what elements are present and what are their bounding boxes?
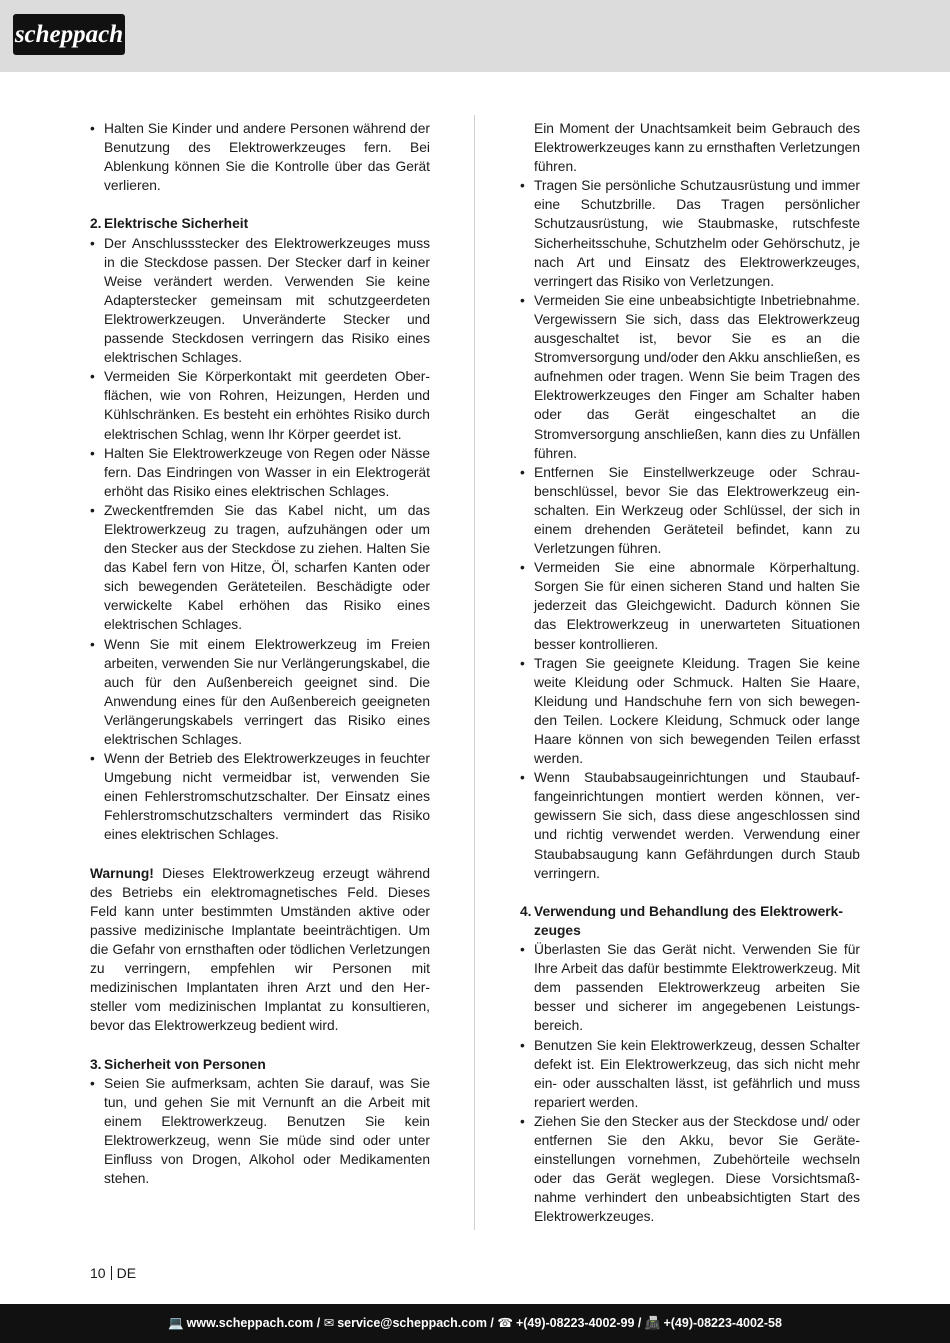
page-number: 10 <box>90 1265 106 1281</box>
bullet-item: • Vermeiden Sie eine abnormale Körperhaltung. Sorgen Sie für einen sicheren Stand und halten Sie jederzeit das Gleichgewicht. Dadurch können Sie das Elektrowerkzeug in unerwarteten Situationen besser kontrollieren. <box>520 558 860 653</box>
section-number: 4. <box>520 903 532 919</box>
separator: / <box>313 1316 324 1330</box>
fax-icon: 📠 <box>644 1316 661 1330</box>
phone-number[interactable]: +(49)-08223-4002-99 <box>515 1316 635 1330</box>
right-column <box>520 119 860 1226</box>
contact-bar <box>0 1304 950 1343</box>
bullet-item: • Überlasten Sie das Gerät nicht. Verwenden Sie für Ihre Arbeit das dafür bestimmte Elektrowerkzeug. Mit dem passenden Elektrowerkzeug arbeiten Sie besser und sicherer im angegebenen Leistungsbereich. <box>520 940 860 1035</box>
section-heading-personal-safety <box>90 1055 430 1074</box>
warning-text: Dieses Elektrowerkzeug erzeugt während des Betriebs ein elektromagnetisches Feld. Dieses Feld kann unter bestimmten Umständen aktive oder passive medizinische Implantate beeinträchtigen. Um die Gefahr von ernsthaften oder tödlichen Verletzungen zu verringern, empfehlen wir Personen mit medizinischen Implantaten ihren Arzt und den Hersteller vom medizinischen Implantat zu konsultieren, bevor das Elektrowerkzeug bedient wird. <box>90 865 430 1034</box>
fax-number: +(49)-08223-4002-58 <box>663 1316 782 1330</box>
separator: / <box>486 1316 498 1330</box>
mail-icon: ✉ <box>323 1316 335 1330</box>
bullet-item: • Benutzen Sie kein Elektrowerkzeug, dessen Schalter defekt ist. Ein Elektrowerkzeug, das sich nicht mehr ein- oder ausschalten lässt, ist gefährlich und muss repariert werden. <box>520 1036 860 1112</box>
bullet-item: • Entfernen Sie Einstellwerkzeuge oder Schraubenschlüssel, bevor Sie das Elektrowerkzeug einschalten. Ein Werkzeug oder Schlüssel, der sich in einem drehenden Geräteteil befindet, kann zu Verletzungen führen. <box>520 463 860 558</box>
section-title: Verwendung und Behandlung des Elektrowerkzeuges <box>534 903 843 938</box>
bullet-item: • Tragen Sie persönliche Schutzausrüstung und immer eine Schutzbrille. Das Tragen persönlicher Schutzausrüstung, wie Staubmaske, rutschfeste Sicherheitsschuhe, Schutzhelm oder Gehörschutz, je nach Art und Einsatz des Elektrowerkzeuges, verringert das Risiko von Verletzungen. <box>520 176 860 291</box>
page-number-area <box>90 1265 136 1281</box>
separator: / <box>634 1316 645 1330</box>
bullet-item: • Vermeiden Sie Körperkontakt mit geerdeten Oberflächen, wie von Rohren, Heizungen, Herden und Kühlschränken. Es besteht ein erhöhtes Risiko durch elektrischen Schlag, wenn Ihr Körper geerdet ist. <box>90 367 430 443</box>
bullet-item: • Ziehen Sie den Stecker aus der Steckdose und/ oder entfernen Sie den Akku, bevor Sie Geräteeinstellungen vornehmen, Zubehörteile wechseln oder das Gerät weglegen. Diese Vorsichtsmaßnahme verhindert den unbeabsichtigten Start des Elektrowerkzeuges. <box>520 1112 860 1227</box>
page-separator <box>111 1266 112 1280</box>
column-divider <box>474 115 475 1230</box>
bullet-item: • Seien Sie aufmerksam, achten Sie darauf, was Sie tun, und gehen Sie mit Vernunft an die Arbeit mit einem Elektrowerkzeug. Benutzen Sie kein Elektrowerkzeug, wenn Sie müde sind oder unter Einfluss von Drogen, Alkohol oder Medikamenten stehen. <box>90 1074 430 1189</box>
section-title: Sicherheit von Personen <box>104 1056 266 1072</box>
website-link[interactable]: www.scheppach.com <box>186 1316 314 1330</box>
bullet-item: • Vermeiden Sie eine unbeabsichtigte Inbetriebnahme. Vergewissern Sie sich, dass das Elektrowerkzeug ausgeschaltet ist, bevor Sie es an die Stromversorgung und/oder den Akku anschließen, es aufnehmen oder tragen. Wenn Sie beim Tragen des Elektrowerkzeuges den Finger am Schalter haben oder das Gerät eingeschaltet an die Stromversorgung anschließen, kann dies zu Unfällen führen. <box>520 291 860 463</box>
bullet-item: • Wenn der Betrieb des Elektrowerkzeuges in feuchter Umgebung nicht vermeidbar ist, verwenden Sie einen Fehlerstromschutzschalter. Der Einsatz eines Fehlerstromschutzschalters vermindert das Risiko eines elektrischen Schlages. <box>90 749 430 844</box>
section-title: Elektrische Sicherheit <box>104 216 249 232</box>
email-link[interactable]: service@scheppach.com <box>337 1316 487 1330</box>
bullet-item: • Halten Sie Kinder und andere Personen während der Benutzung des Elektrowerkzeuges fern. Bei Ablenkung können Sie die Kontrolle über das Gerät verlieren. <box>90 119 430 195</box>
warning-label: Warnung! <box>90 865 154 881</box>
language-code: DE <box>116 1265 137 1281</box>
section-number: 2. <box>90 216 102 232</box>
computer-icon: 💻 <box>168 1316 184 1330</box>
continuation-text: Ein Moment der Unachtsamkeit beim Gebrauch des Elektrowerkzeuges kann zu ernsthaften Verletzungen führen. <box>534 121 860 175</box>
left-column <box>90 119 430 1188</box>
section-heading-tool-use <box>520 902 860 940</box>
page-header <box>0 0 950 72</box>
bullet-item: • Tragen Sie geeignete Kleidung. Tragen Sie keine weite Kleidung oder Schmuck. Halten Sie Haare, Kleidung und Handschuhe fern von sich bewegenden Teilen. Lockere Kleidung, Schmuck oder lange Haare können von sich bewegenden Teilen erfasst werden. <box>520 654 860 769</box>
warning-paragraph <box>90 864 430 1036</box>
bullet-item: • Wenn Staubabsaugeinrichtungen und Staubauffangeinrichtungen montiert werden können, vergewissern Sie sich, dass diese angeschlossen sind und richtig verwendet werden. Verwendung einer Staubabsaugung kann Gefährdungen durch Staub verringern. <box>520 768 860 883</box>
section-number: 3. <box>90 1056 102 1072</box>
scheppach-logo: scheppach <box>13 14 125 55</box>
phone-icon: ☎ <box>497 1316 513 1330</box>
bullet-item: • Wenn Sie mit einem Elektrowerkzeug im Freien arbeiten, verwenden Sie nur Verlängerungskabel, die auch für den Außenbereich geeignet sind. Die Anwendung eines für den Außenbereich geeigneten Verlängerungskabels verringert das Risiko eines elektrischen Schlages. <box>90 635 430 750</box>
bullet-item: • Zweckentfremden Sie das Kabel nicht, um das Elektrowerkzeug zu tragen, aufzuhängen oder um den Stecker aus der Steckdose zu ziehen. Halten Sie das Kabel fern von Hitze, Öl, scharfen Kanten oder sich bewegenden Geräteteilen. Beschädigte oder verwickelte Kabel erhöhen das Risiko eines elektrischen Schlages. <box>90 501 430 635</box>
bullet-item: • Der Anschlussstecker des Elektrowerkzeuges muss in die Steckdose passen. Der Stecker darf in keiner Weise verändert werden. Verwenden Sie keine Adapterstecker gemeinsam mit schutzgeerdeten Elektrowerkzeugen. Unveränderte Stecker und passende Steckdosen verringern das Risiko eines elektrischen Schlages. <box>90 234 430 368</box>
section-heading-electrical-safety <box>90 214 430 233</box>
bullet-item: • Halten Sie Elektrowerkzeuge von Regen oder Nässe fern. Das Eindringen von Wasser in ein Elektrogerät erhöht das Risiko eines elektrischen Schlages. <box>90 444 430 501</box>
